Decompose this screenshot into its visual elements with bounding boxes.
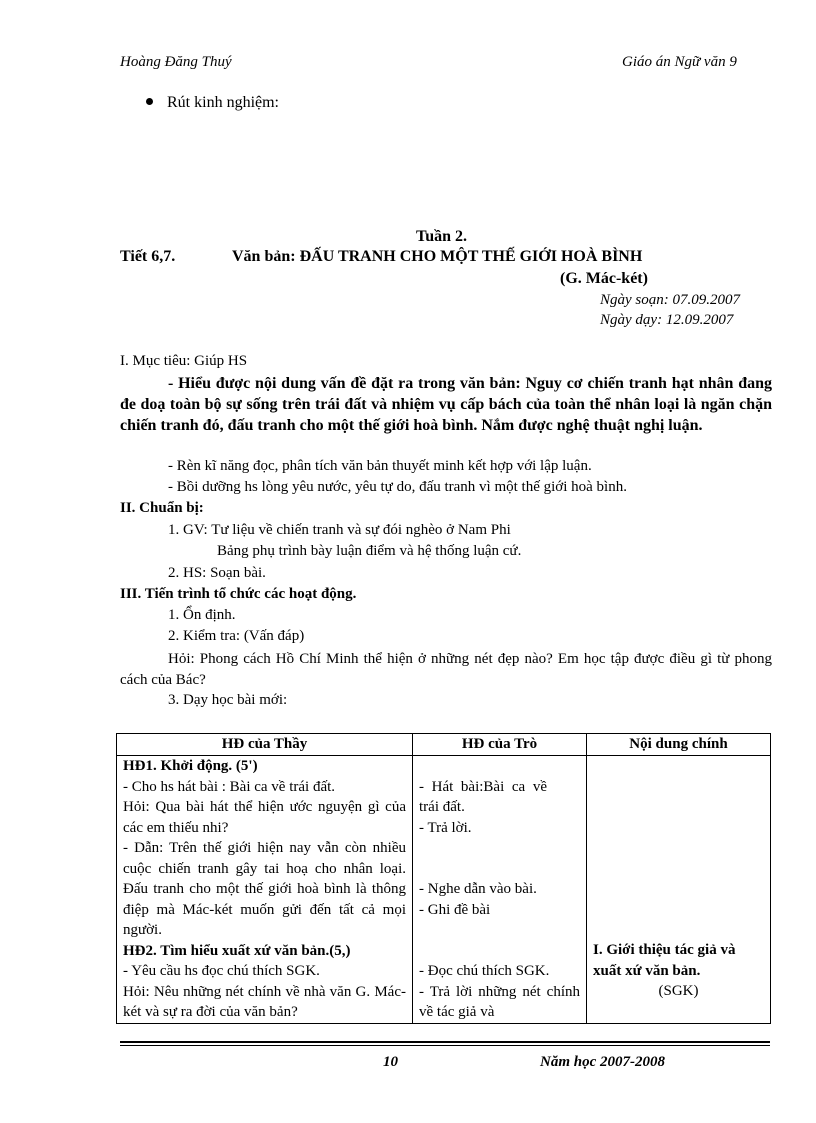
col-header-content: Nội dung chính: [587, 734, 771, 756]
act1-teacher-cell: [117, 756, 413, 1024]
act1-teacher-3: - Dẫn: Trên thế giới hiện nay vẫn còn nhiều cuộc chiến tranh gây tai hoạ cho nhân loại. Đấu tranh cho một thế giới hoà bình là thông điệp mà Mác-két muốn gửi đến tất cả mọi người.: [123, 840, 406, 938]
objectives-heading: I. Mục tiêu: Giúp HS: [120, 353, 248, 369]
activities-table: [116, 733, 771, 1024]
act1-student-1: - Hát bài:Bài ca về trái đất.: [419, 778, 547, 815]
preparation-gv-1: 1. GV: Tư liệu về chiến tranh và sự đói nghèo ở Nam Phi: [168, 522, 511, 538]
table-row: [117, 756, 771, 1024]
act1-student-2: - Trả lời.: [419, 819, 472, 836]
date-taught: Ngày dạy: 12.09.2007: [600, 312, 734, 328]
week-label: Tuần 2.: [416, 228, 467, 245]
objectives-knowledge: - Hiểu được nội dung vấn đề đặt ra trong văn bản: Nguy cơ chiến tranh hạt nhân đang đe doạ toàn bộ sự sống trên trái đất và nhiệm vụ cấp bách của toàn thể nhân loại là ngăn chặn chiến tranh đó, đấu tranh cho một thế giới hoà bình. Nắm được nghệ thuật nghị luận.: [120, 375, 772, 434]
footer-rule: [120, 1041, 770, 1043]
date-prepared: Ngày soạn: 07.09.2007: [600, 292, 740, 308]
lesson-title: Văn bản: ĐẤU TRANH CHO MỘT THẾ GIỚI HOÀ BÌNH: [232, 248, 643, 265]
process-step1: 1. Ổn định.: [168, 607, 236, 623]
process-step2: 2. Kiểm tra: (Vấn đáp): [168, 628, 305, 644]
act2-student-2: - Trả lời những nét chính về tác giả và: [419, 983, 580, 1020]
review-label: Rút kinh nghiệm:: [167, 94, 279, 111]
preparation-heading: II. Chuẩn bị:: [120, 500, 204, 516]
col-header-student: HĐ của Trò: [413, 734, 587, 756]
act1-student-4: - Ghi đề bài: [419, 901, 491, 918]
act2-teacher-2: Hỏi: Nêu những nét chính về nhà văn G. Mác-két và sự ra đời của văn bản?: [123, 983, 406, 1020]
act1-student-3: - Nghe dẫn vào bài.: [419, 881, 537, 897]
objectives-skills: - Rèn kĩ năng đọc, phân tích văn bản thuyết minh kết hợp với lập luận.: [168, 458, 592, 474]
bullet-icon: [146, 98, 153, 105]
process-heading: III. Tiến trình tổ chức các hoạt động.: [120, 586, 357, 602]
table-header-row: [117, 734, 771, 756]
act1-teacher-2: Hỏi: Qua bài hát thể hiện ước nguyện gì của các em thiếu nhi?: [123, 799, 406, 836]
act1-title: HĐ1. Khởi động. (5'): [123, 758, 258, 774]
act2-teacher-1: - Yêu cầu hs đọc chú thích SGK.: [123, 963, 320, 979]
header-subject: Giáo án Ngữ văn 9: [622, 54, 737, 70]
process-question: Hỏi: Phong cách Hồ Chí Minh thể hiện ở những nét đẹp nào? Em học tập được điều gì từ phong cách của Bác?: [120, 651, 772, 688]
act-student-cell: [413, 756, 587, 1024]
school-year: Năm học 2007-2008: [540, 1054, 665, 1070]
act2-student-1: - Đọc chú thích SGK.: [419, 963, 550, 979]
act2-content-note: (SGK): [658, 983, 699, 999]
preparation-gv-2: Bảng phụ trình bày luận điểm và hệ thống luận cứ.: [217, 543, 522, 559]
col-header-teacher: HĐ của Thầy: [117, 734, 413, 756]
lesson-author: (G. Mác-két): [560, 270, 648, 287]
preparation-hs: 2. HS: Soạn bài.: [168, 565, 266, 581]
header-author: Hoàng Đăng Thuý: [120, 54, 232, 70]
footer-rule-thin: [120, 1045, 770, 1046]
periods-label: Tiết 6,7.: [120, 248, 176, 265]
act2-content-title: I. Giới thiệu tác giả và xuất xứ văn bản.: [593, 942, 736, 979]
act2-title: HĐ2. Tìm hiểu xuất xứ văn bản.(5,): [123, 942, 351, 959]
objectives-attitude: - Bồi dưỡng hs lòng yêu nước, yêu tự do, đấu tranh vì một thế giới hoà bình.: [168, 479, 627, 495]
act-content-cell: [587, 756, 771, 1024]
process-step3: 3. Dạy học bài mới:: [168, 692, 288, 708]
page-number: 10: [383, 1054, 398, 1070]
act1-teacher-1: - Cho hs hát bài : Bài ca về trái đất.: [123, 778, 336, 795]
